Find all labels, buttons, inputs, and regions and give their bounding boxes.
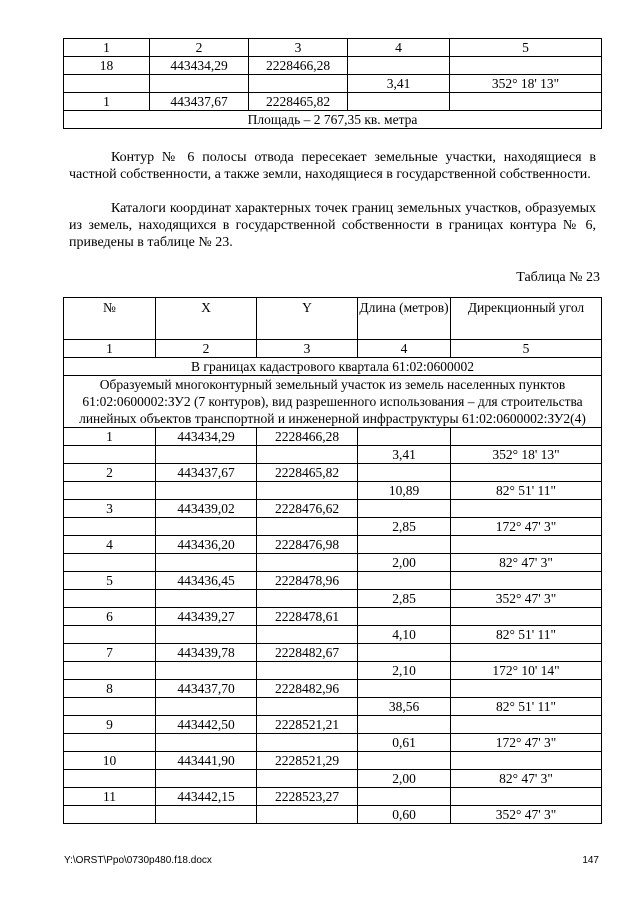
empty-cell bbox=[249, 75, 348, 93]
empty-cell bbox=[64, 518, 156, 536]
paragraph-catalog bbox=[69, 200, 596, 251]
empty-cell bbox=[156, 662, 257, 680]
column-number-cell: 2 bbox=[150, 39, 249, 57]
point-row bbox=[64, 428, 602, 446]
paragraph-contour bbox=[69, 149, 596, 183]
empty-cell bbox=[257, 734, 358, 752]
segment-row bbox=[64, 482, 602, 500]
point-row bbox=[64, 716, 602, 734]
footer-page-number: 147 bbox=[582, 855, 599, 866]
direction-angle-cell: 352° 18' 13" bbox=[451, 446, 602, 464]
length-cell: 2,85 bbox=[358, 518, 451, 536]
empty-cell bbox=[64, 662, 156, 680]
empty-cell bbox=[451, 428, 602, 446]
length-cell: 0,61 bbox=[358, 734, 451, 752]
empty-cell bbox=[451, 572, 602, 590]
column-number-cell: 5 bbox=[450, 39, 602, 57]
y-coordinate-cell: 2228476,62 bbox=[257, 500, 358, 518]
empty-cell bbox=[257, 554, 358, 572]
point-number-cell: 5 bbox=[64, 572, 156, 590]
point-number-cell: 9 bbox=[64, 716, 156, 734]
column-header-cell: X bbox=[156, 298, 257, 340]
point-number-cell: 18 bbox=[64, 57, 150, 75]
empty-cell bbox=[257, 698, 358, 716]
y-coordinate-cell: 2228465,82 bbox=[257, 464, 358, 482]
point-number-cell: 1 bbox=[64, 93, 150, 111]
table-caption: Таблица № 23 bbox=[516, 270, 600, 285]
segment-row bbox=[64, 770, 602, 788]
empty-cell bbox=[257, 662, 358, 680]
x-coordinate-cell: 443441,90 bbox=[156, 752, 257, 770]
empty-cell bbox=[156, 518, 257, 536]
y-coordinate-cell: 2228482,96 bbox=[257, 680, 358, 698]
empty-cell bbox=[451, 752, 602, 770]
segment-row bbox=[64, 590, 602, 608]
length-cell: 4,10 bbox=[358, 626, 451, 644]
empty-cell bbox=[358, 680, 451, 698]
segment-row bbox=[64, 806, 602, 824]
empty-cell bbox=[156, 806, 257, 824]
point-row bbox=[64, 93, 602, 111]
segment-row bbox=[64, 518, 602, 536]
y-coordinate-cell: 2228523,27 bbox=[257, 788, 358, 806]
direction-angle-cell: 172° 47' 3" bbox=[451, 518, 602, 536]
y-coordinate-cell: 2228478,61 bbox=[257, 608, 358, 626]
direction-angle-cell: 352° 47' 3" bbox=[451, 806, 602, 824]
x-coordinate-cell: 443442,15 bbox=[156, 788, 257, 806]
direction-angle-cell: 82° 47' 3" bbox=[451, 554, 602, 572]
x-coordinate-cell: 443436,45 bbox=[156, 572, 257, 590]
empty-cell bbox=[156, 770, 257, 788]
area-cell: Площадь – 2 767,35 кв. метра bbox=[64, 111, 602, 129]
column-number-row bbox=[64, 340, 602, 358]
x-coordinate-cell: 443439,02 bbox=[156, 500, 257, 518]
empty-cell bbox=[64, 698, 156, 716]
direction-angle-cell: 352° 18' 13" bbox=[450, 75, 602, 93]
point-row bbox=[64, 500, 602, 518]
x-coordinate-cell: 443439,27 bbox=[156, 608, 257, 626]
segment-row bbox=[64, 446, 602, 464]
point-number-cell: 2 bbox=[64, 464, 156, 482]
footer-file-path: Y:\ORST\Ppo\0730p480.f18.docx bbox=[64, 855, 212, 866]
empty-cell bbox=[358, 608, 451, 626]
segment-row bbox=[64, 662, 602, 680]
empty-cell bbox=[358, 500, 451, 518]
empty-cell bbox=[64, 806, 156, 824]
column-number-cell: 2 bbox=[156, 340, 257, 358]
parcel-row bbox=[64, 376, 602, 428]
empty-cell bbox=[451, 644, 602, 662]
empty-cell bbox=[348, 57, 450, 75]
empty-cell bbox=[451, 716, 602, 734]
column-number-cell: 4 bbox=[358, 340, 451, 358]
y-coordinate-cell: 2228521,21 bbox=[257, 716, 358, 734]
direction-angle-cell: 82° 51' 11" bbox=[451, 698, 602, 716]
y-coordinate-cell: 2228482,67 bbox=[257, 644, 358, 662]
empty-cell bbox=[358, 572, 451, 590]
empty-cell bbox=[64, 554, 156, 572]
length-cell: 2,00 bbox=[358, 554, 451, 572]
empty-cell bbox=[257, 626, 358, 644]
length-cell: 38,56 bbox=[358, 698, 451, 716]
column-number-cell: 1 bbox=[64, 340, 156, 358]
column-number-row bbox=[64, 39, 602, 57]
point-number-cell: 11 bbox=[64, 788, 156, 806]
point-number-cell: 6 bbox=[64, 608, 156, 626]
empty-cell bbox=[257, 590, 358, 608]
y-coordinate-cell: 2228476,98 bbox=[257, 536, 358, 554]
x-coordinate-cell: 443437,70 bbox=[156, 680, 257, 698]
empty-cell bbox=[156, 734, 257, 752]
section-row bbox=[64, 358, 602, 376]
parcel-description-cell: Образуемый многоконтурный земельный участок из земель населенных пунктов 61:02:0600002:ЗУ2 (7 контуров), вид разрешенного использования – для строительства линейных объектов транспортной и инженерной инфраструктуры 61:02:0600002:ЗУ2(4) bbox=[64, 376, 602, 428]
empty-cell bbox=[257, 806, 358, 824]
length-cell: 2,00 bbox=[358, 770, 451, 788]
length-cell: 2,10 bbox=[358, 662, 451, 680]
empty-cell bbox=[64, 734, 156, 752]
x-coordinate-cell: 443434,29 bbox=[156, 428, 257, 446]
length-cell: 10,89 bbox=[358, 482, 451, 500]
area-row bbox=[64, 111, 602, 129]
empty-cell bbox=[451, 536, 602, 554]
y-coordinate-cell: 2228478,96 bbox=[257, 572, 358, 590]
x-coordinate-cell: 443437,67 bbox=[150, 93, 249, 111]
point-row bbox=[64, 788, 602, 806]
empty-cell bbox=[64, 482, 156, 500]
empty-cell bbox=[156, 446, 257, 464]
top-coordinates-table bbox=[63, 38, 602, 129]
empty-cell bbox=[450, 57, 602, 75]
point-number-cell: 1 bbox=[64, 428, 156, 446]
empty-cell bbox=[156, 590, 257, 608]
length-cell: 3,41 bbox=[358, 446, 451, 464]
empty-cell bbox=[257, 482, 358, 500]
point-number-cell: 8 bbox=[64, 680, 156, 698]
empty-cell bbox=[358, 644, 451, 662]
y-coordinate-cell: 2228465,82 bbox=[249, 93, 348, 111]
segment-row bbox=[64, 75, 602, 93]
point-row bbox=[64, 608, 602, 626]
column-header-cell: Дирекционный угол bbox=[451, 298, 602, 340]
point-row bbox=[64, 464, 602, 482]
empty-cell bbox=[156, 482, 257, 500]
segment-row bbox=[64, 626, 602, 644]
x-coordinate-cell: 443436,20 bbox=[156, 536, 257, 554]
segment-row bbox=[64, 734, 602, 752]
paragraph-contour-text: Контур № 6 полосы отвода пересекает земельные участки, находящиеся в частной собственности, а также земли, находящиеся в государственной собственности. bbox=[69, 150, 596, 182]
direction-angle-cell: 82° 47' 3" bbox=[451, 770, 602, 788]
empty-cell bbox=[156, 698, 257, 716]
direction-angle-cell: 82° 51' 11" bbox=[451, 626, 602, 644]
empty-cell bbox=[451, 608, 602, 626]
column-header-cell: Длина (метров) bbox=[358, 298, 451, 340]
point-number-cell: 10 bbox=[64, 752, 156, 770]
empty-cell bbox=[64, 770, 156, 788]
empty-cell bbox=[358, 716, 451, 734]
empty-cell bbox=[156, 554, 257, 572]
segment-row bbox=[64, 698, 602, 716]
point-row bbox=[64, 680, 602, 698]
direction-angle-cell: 172° 10' 14" bbox=[451, 662, 602, 680]
x-coordinate-cell: 443439,78 bbox=[156, 644, 257, 662]
empty-cell bbox=[358, 788, 451, 806]
point-number-cell: 7 bbox=[64, 644, 156, 662]
y-coordinate-cell: 2228521,29 bbox=[257, 752, 358, 770]
empty-cell bbox=[451, 464, 602, 482]
column-number-cell: 1 bbox=[64, 39, 150, 57]
point-row bbox=[64, 57, 602, 75]
empty-cell bbox=[64, 75, 150, 93]
empty-cell bbox=[257, 446, 358, 464]
empty-cell bbox=[64, 626, 156, 644]
y-coordinate-cell: 2228466,28 bbox=[257, 428, 358, 446]
column-number-cell: 3 bbox=[249, 39, 348, 57]
empty-cell bbox=[257, 770, 358, 788]
empty-cell bbox=[450, 93, 602, 111]
y-coordinate-cell: 2228466,28 bbox=[249, 57, 348, 75]
empty-cell bbox=[358, 464, 451, 482]
empty-cell bbox=[348, 93, 450, 111]
coordinates-table-23 bbox=[63, 297, 602, 824]
point-number-cell: 4 bbox=[64, 536, 156, 554]
empty-cell bbox=[150, 75, 249, 93]
point-row bbox=[64, 572, 602, 590]
point-number-cell: 3 bbox=[64, 500, 156, 518]
length-cell: 0,60 bbox=[358, 806, 451, 824]
length-cell: 2,85 bbox=[358, 590, 451, 608]
empty-cell bbox=[358, 752, 451, 770]
x-coordinate-cell: 443442,50 bbox=[156, 716, 257, 734]
cadastral-quarter-cell: В границах кадастрового квартала 61:02:0600002 bbox=[64, 358, 602, 376]
direction-angle-cell: 352° 47' 3" bbox=[451, 590, 602, 608]
empty-cell bbox=[358, 428, 451, 446]
empty-cell bbox=[358, 536, 451, 554]
column-number-cell: 4 bbox=[348, 39, 450, 57]
point-row bbox=[64, 752, 602, 770]
column-number-cell: 5 bbox=[451, 340, 602, 358]
point-row bbox=[64, 644, 602, 662]
empty-cell bbox=[451, 500, 602, 518]
column-number-cell: 3 bbox=[257, 340, 358, 358]
empty-cell bbox=[64, 590, 156, 608]
paragraph-catalog-text: Каталоги координат характерных точек границ земельных участков, образуемых из земель, находящихся в государственной собственности в границах контура № 6, приведены в таблице № 23. bbox=[69, 201, 596, 250]
empty-cell bbox=[451, 680, 602, 698]
x-coordinate-cell: 443437,67 bbox=[156, 464, 257, 482]
point-row bbox=[64, 536, 602, 554]
x-coordinate-cell: 443434,29 bbox=[150, 57, 249, 75]
direction-angle-cell: 172° 47' 3" bbox=[451, 734, 602, 752]
length-cell: 3,41 bbox=[348, 75, 450, 93]
empty-cell bbox=[156, 626, 257, 644]
column-header-cell: Y bbox=[257, 298, 358, 340]
segment-row bbox=[64, 554, 602, 572]
header-row bbox=[64, 298, 602, 340]
empty-cell bbox=[451, 788, 602, 806]
empty-cell bbox=[257, 518, 358, 536]
column-header-cell: № bbox=[64, 298, 156, 340]
empty-cell bbox=[64, 446, 156, 464]
direction-angle-cell: 82° 51' 11" bbox=[451, 482, 602, 500]
